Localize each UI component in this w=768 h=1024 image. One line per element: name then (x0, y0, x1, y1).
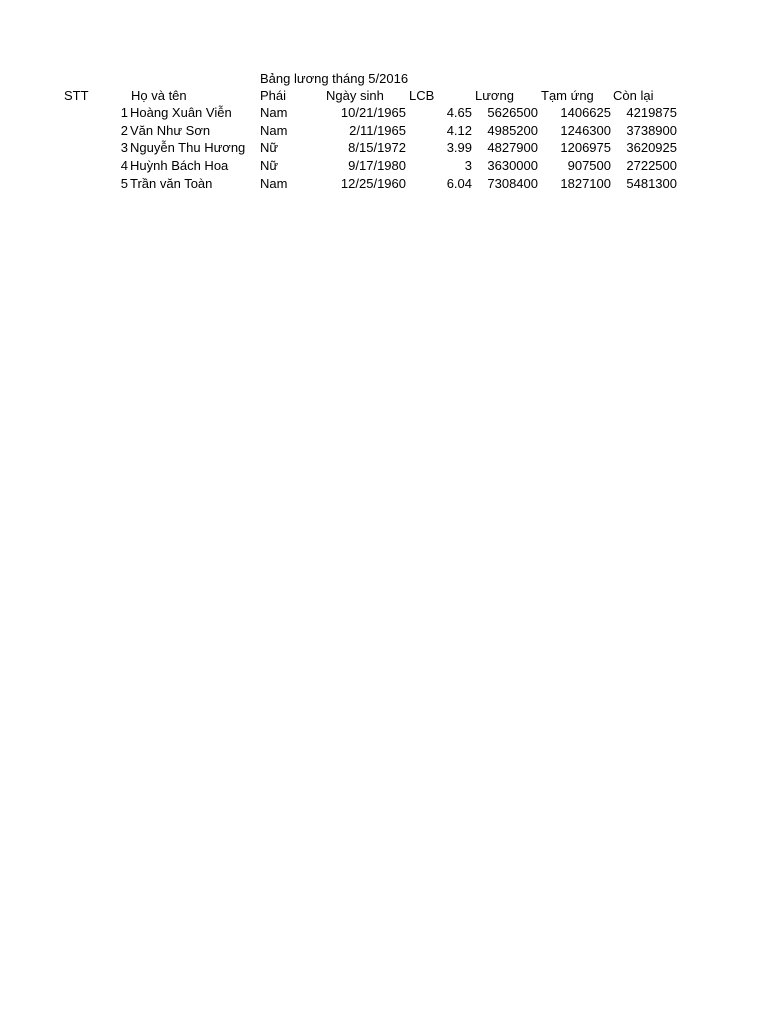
row-salary: 3630000 (487, 158, 538, 173)
row-remaining: 3738900 (626, 123, 677, 138)
row-name: Hoàng Xuân Viễn (130, 105, 232, 120)
row-lcb: 3 (464, 158, 472, 173)
row-lcb: 4.12 (446, 123, 472, 138)
header-gender: Phái (260, 88, 287, 103)
header-salary: Lương (475, 88, 514, 103)
row-name: Trần văn Toàn (130, 176, 213, 191)
row-salary: 7308400 (487, 176, 538, 191)
row-advance: 1206975 (560, 140, 611, 155)
row-advance: 1246300 (560, 123, 611, 138)
row-gender: Nữ (260, 158, 279, 173)
row-lcb: 3.99 (446, 140, 472, 155)
row-gender: Nữ (260, 140, 279, 155)
header-dob: Ngày sinh (326, 88, 384, 103)
row-stt: 1 (120, 105, 128, 120)
row-dob: 2/11/1965 (349, 123, 406, 138)
row-remaining: 5481300 (626, 176, 677, 191)
header-lcb: LCB (409, 88, 435, 103)
row-salary: 5626500 (487, 105, 538, 120)
row-stt: 5 (120, 176, 128, 191)
row-name: Huỳnh Bách Hoa (130, 158, 229, 173)
row-salary: 4985200 (487, 123, 538, 138)
header-advance: Tạm ứng (541, 88, 594, 103)
header-stt: STT (64, 88, 89, 103)
row-name: Văn Như Sơn (130, 123, 211, 138)
row-lcb: 4.65 (446, 105, 472, 120)
row-dob: 10/21/1965 (340, 105, 406, 120)
header-remaining: Còn lại (613, 88, 654, 103)
row-name: Nguyễn Thu Hương (130, 140, 246, 155)
row-stt: 3 (120, 140, 128, 155)
row-salary: 4827900 (487, 140, 538, 155)
row-remaining: 4219875 (626, 105, 677, 120)
row-dob: 12/25/1960 (340, 176, 406, 191)
sheet-title: Bảng lương tháng 5/2016 (260, 71, 409, 86)
row-dob: 8/15/1972 (348, 140, 406, 155)
row-advance: 1827100 (560, 176, 611, 191)
row-gender: Nam (260, 123, 288, 138)
row-advance: 907500 (567, 158, 611, 173)
row-gender: Nam (260, 105, 288, 120)
row-stt: 4 (120, 158, 128, 173)
row-stt: 2 (120, 123, 128, 138)
row-gender: Nam (260, 176, 288, 191)
row-lcb: 6.04 (446, 176, 472, 191)
header-name: Họ và tên (131, 88, 187, 103)
row-remaining: 3620925 (626, 140, 677, 155)
row-dob: 9/17/1980 (348, 158, 406, 173)
row-advance: 1406625 (560, 105, 611, 120)
row-remaining: 2722500 (626, 158, 677, 173)
